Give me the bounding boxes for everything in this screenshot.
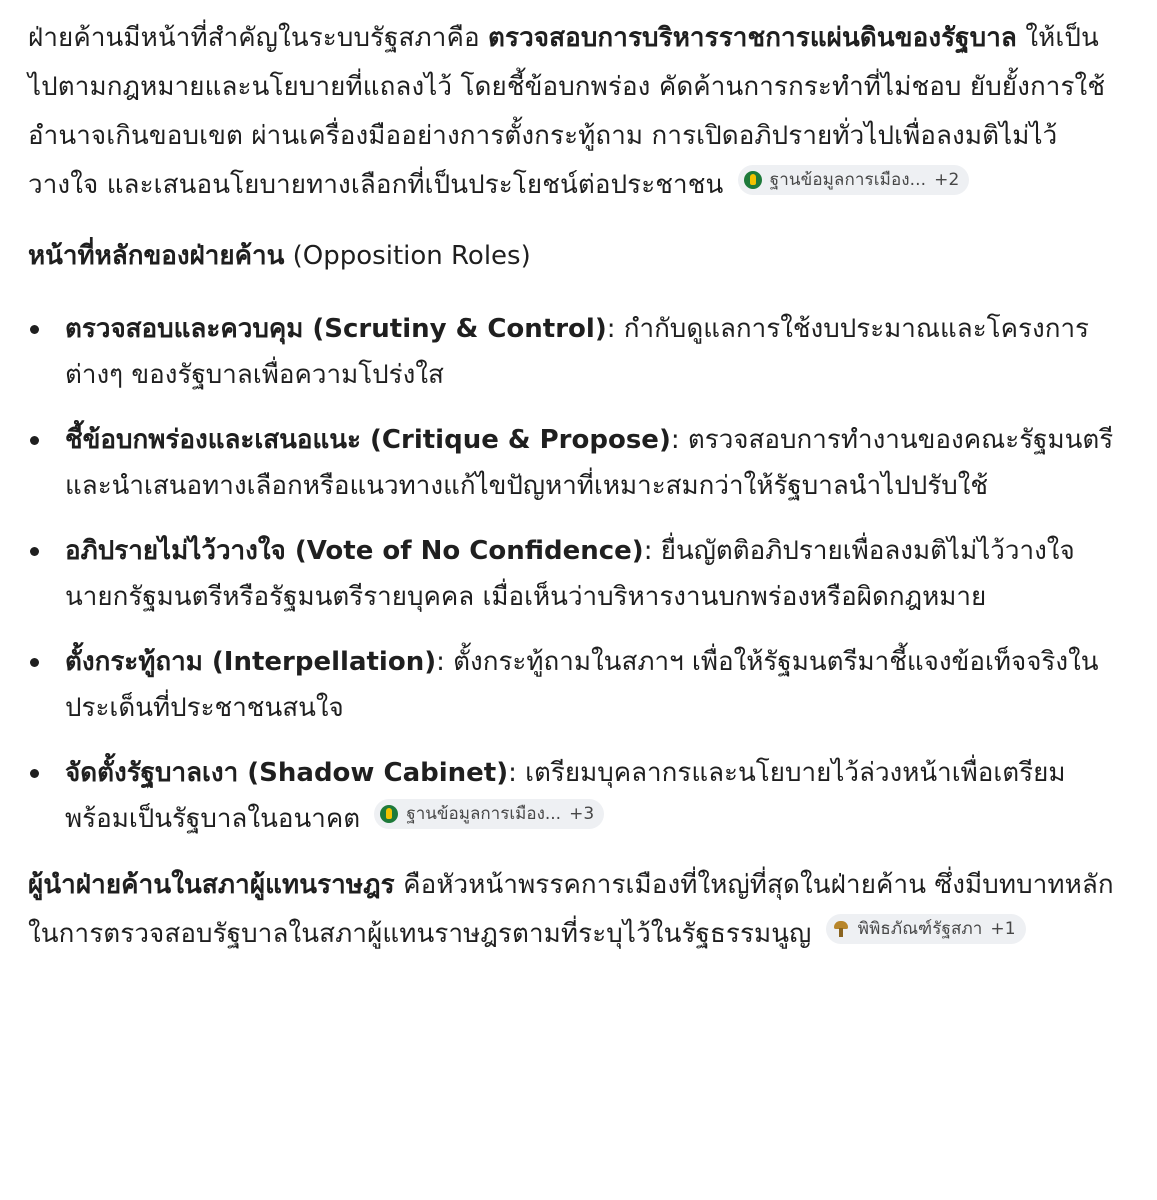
bullet-icon xyxy=(30,658,39,667)
museum-icon xyxy=(832,920,850,938)
list-item xyxy=(28,528,1121,620)
intro-paragraph xyxy=(28,14,1121,210)
source-chip-label: พิพิธภัณฑ์รัฐสภา xyxy=(857,919,983,939)
source-chip-label: ฐานข้อมูลการเมือง... xyxy=(406,804,562,824)
source-chip-count: +2 xyxy=(934,170,960,190)
bullet-icon xyxy=(30,436,39,445)
role-title: ตั้งกระทู้ถาม (Interpellation) xyxy=(65,647,437,677)
section-heading xyxy=(28,234,1121,278)
role-description: : กำกับดูแลการใช้งบประมาณและโครงการต่างๆ ของรัฐบาลเพื่อความโปร่งใส xyxy=(65,314,1090,390)
role-description: : ยื่นญัตติอภิปรายเพื่อลงมติไม่ไว้วางใจนายกรัฐมนตรีหรือรัฐมนตรีรายบุคคล เมื่อเห็นว่าบริหารงานบกพร่องหรือผิดกฎหมาย xyxy=(65,536,1075,612)
list-item xyxy=(28,417,1121,509)
section-heading-bold: หน้าที่หลักของฝ่ายค้าน xyxy=(28,241,285,271)
role-description: : ตรวจสอบการทำงานของคณะรัฐมนตรี และนำเสนอทางเลือกหรือแนวทางแก้ไขปัญหาที่เหมาะสมกว่าให้รัฐบาลนำไปปรับใช้ xyxy=(65,425,1114,501)
closing-paragraph xyxy=(28,861,1121,959)
bullet-icon xyxy=(30,769,39,778)
intro-text: ฝ่ายค้านมีหน้าที่สำคัญในระบบรัฐสภาคือ xyxy=(28,23,489,53)
source-chip[interactable] xyxy=(374,799,604,829)
role-description: : เตรียมบุคลากรและนโยบายไว้ล่วงหน้าเพื่อเตรียมพร้อมเป็นรัฐบาลในอนาคต xyxy=(65,758,1066,834)
parliament-db-icon xyxy=(744,171,762,189)
closing-text: คือหัวหน้าพรรคการเมืองที่ใหญ่ที่สุดในฝ่ายค้าน ซึ่งมีบทบาทหลักในการตรวจสอบรัฐบาลในสภาผู้แทนราษฎรตามที่ระบุไว้ในรัฐธรรมนูญ xyxy=(28,870,1114,949)
role-description: : ตั้งกระทู้ถามในสภาฯ เพื่อให้รัฐมนตรีมาชี้แจงข้อเท็จจริงในประเด็นที่ประชาชนสนใจ xyxy=(65,647,1099,723)
list-item xyxy=(28,306,1121,398)
section-heading-rest: (Opposition Roles) xyxy=(284,241,531,271)
source-chip-count: +1 xyxy=(990,919,1016,939)
role-title: ตรวจสอบและควบคุม (Scrutiny & Control) xyxy=(65,314,607,344)
closing-bold-text: ผู้นำฝ่ายค้านในสภาผู้แทนราษฎร xyxy=(28,870,395,900)
source-chip-label: ฐานข้อมูลการเมือง... xyxy=(769,170,927,190)
source-chip[interactable] xyxy=(826,914,1026,944)
bullet-icon xyxy=(30,547,39,556)
intro-bold-text: ตรวจสอบการบริหารราชการแผ่นดินของรัฐบาล xyxy=(488,23,1017,53)
source-chip[interactable] xyxy=(738,165,970,195)
list-item xyxy=(28,750,1121,842)
role-title: ชี้ข้อบกพร่องและเสนอแนะ (Critique & Propose) xyxy=(65,425,671,455)
list-item xyxy=(28,639,1121,731)
source-chip-count: +3 xyxy=(569,804,595,824)
bullet-icon xyxy=(30,325,39,334)
role-title: อภิปรายไม่ไว้วางใจ (Vote of No Confidence) xyxy=(65,536,644,566)
roles-list xyxy=(28,306,1121,842)
parliament-db-icon xyxy=(380,805,398,823)
role-title: จัดตั้งรัฐบาลเงา (Shadow Cabinet) xyxy=(65,758,509,788)
intro-text-continued: ให้เป็นไปตามกฎหมายและนโยบายที่แถลงไว้ โดยชี้ข้อบกพร่อง คัดค้านการกระทำที่ไม่ชอบ ยับยั้งการใช้อำนาจเกินขอบเขต ผ่านเครื่องมืออย่างการตั้งกระทู้ถาม การเปิดอภิปรายทั่วไปเพื่อลงมติไม่ไว้วางใจ และเสนอนโยบายทางเลือกที่เป็นประโยชน์ต่อประชาชน xyxy=(28,23,1106,200)
